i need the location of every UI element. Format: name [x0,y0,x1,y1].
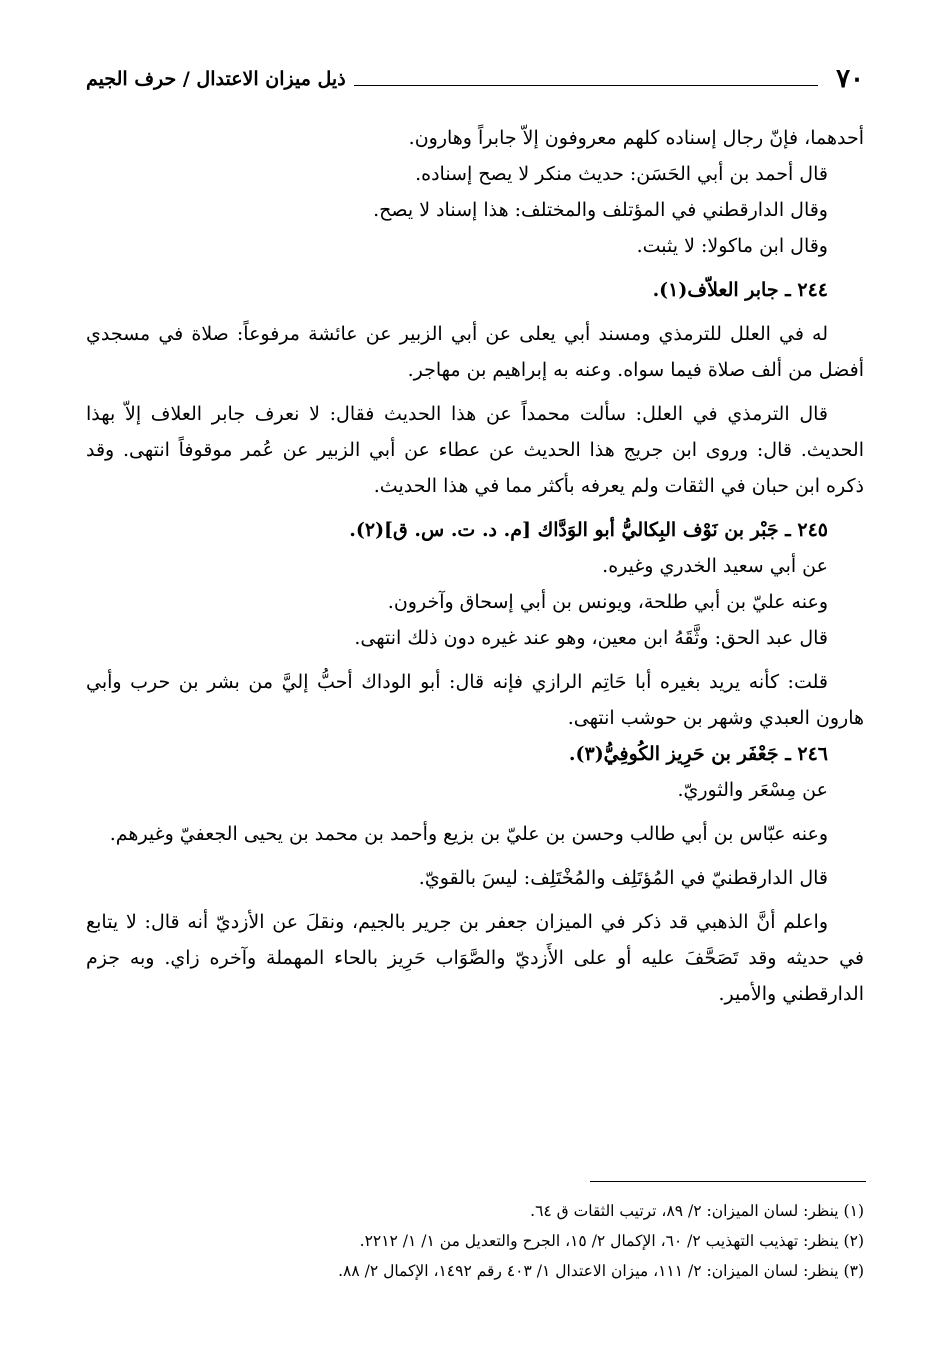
footnote-2: (٢) ينظر: تهذيب التهذيب ٢/ ٦٠، الإكمال ٢/ ١٥، الجرح والتعديل من ١/ ١/ ٢٢١٢. [359,1232,864,1250]
paragraph: قال أحمد بن أبي الحَسَن: حديث منكر لا يصح إسناده. [415,163,828,185]
page-number: ٧٠ [836,64,864,94]
paragraph: وقال الدارقطني في المؤتلف والمختلف: هذا إسناد لا يصح. [373,199,828,221]
paragraph: قال الدارقطنيّ في المُؤتَلِف والمُخْتَلِف: ليسَ بالقويّ. [418,867,828,889]
footnote-1: (١) ينظر: لسان الميزان: ٢/ ٨٩، ترتيب الثقات ق ٦٤. [530,1202,864,1220]
paragraph: وعنه عبّاس بن أبي طالب وحسن بن عليّ بن بزيع وأحمد بن محمد بن يحيى الجعفيّ وغيرهم. [109,823,828,845]
paragraph: له في العلل للترمذي ومسند أبي يعلى عن أبي الزبير عن عائشة مرفوعاً: صلاة في مسجدي أفضل من ألف صلاة فيما سواه. وعنه به إبراهيم بن مهاجر. [86,323,864,381]
paragraph: قال عبد الحق: وثَّقَهُ ابن معين، وهو عند غيره دون ذلك انتهى. [354,627,828,649]
paragraph: عن أبي سعيد الخدري وغيره. [602,555,828,577]
paragraph: أحدهما، فإنّ رجال إسناده كلهم معروفون إلاّ جابراً وهارون. [408,127,864,149]
paragraph: عن مِسْعَر والثوريّ. [677,779,828,801]
page-header [86,60,864,94]
entry-heading-246: ٢٤٦ ـ جَعْفَر بن حَرِيز الكُوفِيُّ(٣). [568,743,828,765]
entry-heading-245: ٢٤٥ ـ جَبْر بن نَوْف البِكاليُّ أبو الوَدَّاك [م. د. ت. س. ق](٢). [349,519,828,541]
footnote-3: (٣) ينظر: لسان الميزان: ٢/ ١١١، ميزان الاعتدال ١/ ٤٠٣ رقم ١٤٩٢، الإكمال ٢/ ٨٨. [338,1262,864,1280]
header-rule [354,85,818,86]
footnotes [86,1196,864,1286]
paragraph: وقال ابن ماكولا: لا يثبت. [636,235,828,257]
entry-heading-244: ٢٤٤ ـ جابر العلاّف(١). [652,279,828,301]
footnote-separator [590,1181,866,1182]
paragraph: واعلم أنَّ الذهبي قد ذكر في الميزان جعفر بن جرير بالجيم، ونقلَ عن الأزديّ أنه قال: لا يتابع في حديثه وقد تَصَحَّفَ عليه أو على الأَزديّ والصَّوَاب حَرِيز بالحاء المهملة وآخره زاي. وبه جزم الدارقطني والأمير. [86,911,864,1005]
paragraph: وعنه عليّ بن أبي طلحة، ويونس بن أبي إسحاق وآخرون. [387,591,828,613]
main-text [86,120,864,1012]
paragraph: قلت: كأنه يريد بغيره أبا حَاتِم الرازي فإنه قال: أبو الوداك أحبُّ إليَّ من بشر بن حرب وأبي هارون العبدي وشهر بن حوشب انتهى. [86,671,864,729]
running-title: ذيل ميزان الاعتدال / حرف الجيم [86,68,346,90]
paragraph: قال الترمذي في العلل: سألت محمداً عن هذا الحديث فقال: لا نعرف جابر العلاف إلاّ بهذا الحديث. قال: وروى ابن جريج هذا الحديث عن عطاء عن أبي الزبير عن عُمر موقوفاً انتهى. وقد ذكره ابن حبان في الثقات ولم يعرفه بأكثر مما في هذا الحديث. [86,403,864,497]
